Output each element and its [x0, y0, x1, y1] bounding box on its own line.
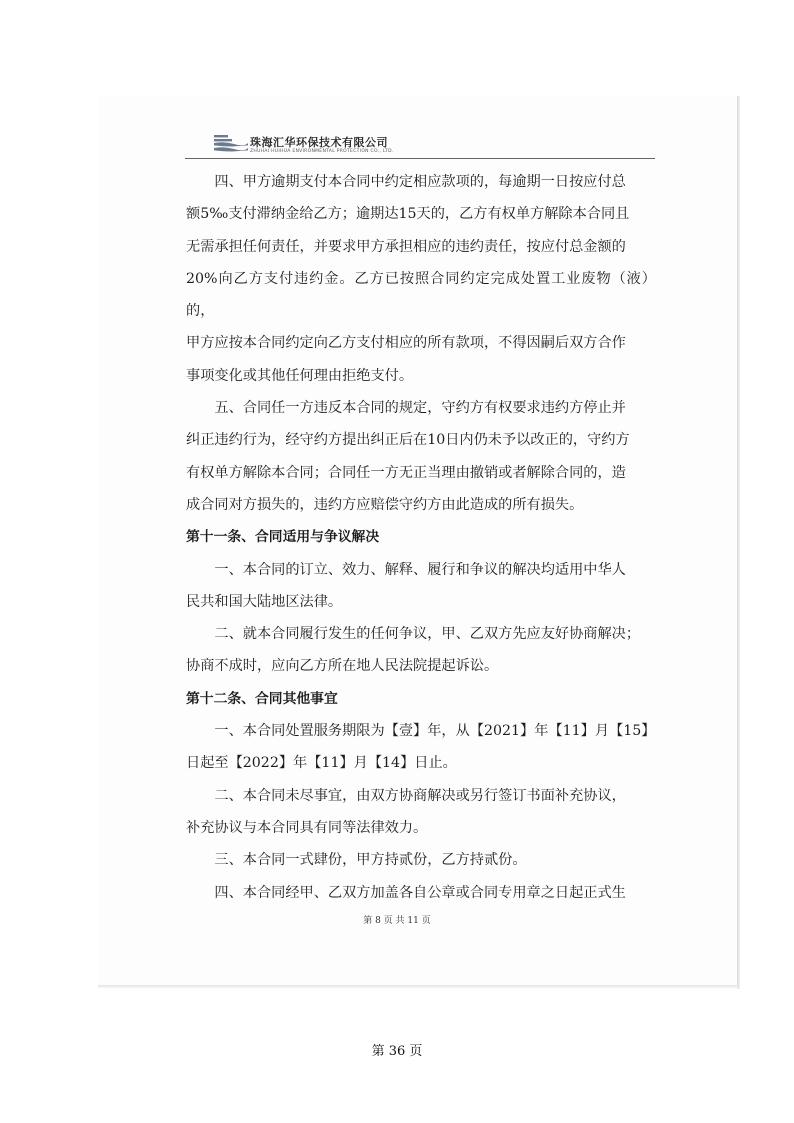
body-line: 民共和国大陆地区法律。 [186, 593, 343, 610]
body-line: 无需承担任何责任，并要求甲方承担相应的违约责任，按应付总金额的 [186, 238, 626, 255]
paragraph-start: 一、本合同的订立、效力、解释、履行和争议的解决均适用中华人 [214, 561, 626, 578]
body-line: 额5‰支付滞纳金给乙方；逾期达15天的，乙方有权单方解除本合同且 [186, 206, 630, 223]
inner-page-number: 第 8 页 共 11 页 [363, 916, 431, 926]
company-logo [212, 133, 248, 155]
paragraph-start: 三、本合同一式肆份，甲方持贰份，乙方持贰份。 [214, 852, 527, 869]
header-divider [185, 158, 655, 159]
page-number: 第 36 页 [371, 1044, 423, 1059]
paragraph-start: 二、就本合同履行发生的任何争议，甲、乙双方先应友好协商解决； [214, 626, 641, 643]
paragraph-start: 一、本合同处置服务期限为【壹】年，从【2021】年【11】月【15】 [214, 723, 656, 740]
body-line: 纠正违约行为，经守约方提出纠正后在10日内仍未予以改正的，守约方 [186, 432, 630, 449]
section-heading: 第十一条、合同适用与争议解决 [186, 529, 380, 546]
paragraph-start: 五、合同任一方违反本合同的规定，守约方有权要求违约方停止并 [214, 400, 626, 417]
body-line: 协商不成时，应向乙方所在地人民法院提起诉讼。 [186, 658, 499, 675]
body-line: 甲方应按本合同约定向乙方支付相应的所有款项，不得因嗣后双方合作 [186, 335, 626, 352]
body-line: 20%向乙方支付违约金。乙方已按照合同约定完成处置工业废物（液）的， [186, 270, 656, 320]
scan-edge [98, 985, 738, 988]
body-line: 事项变化或其他任何理由拒绝支付。 [186, 367, 414, 384]
company-name-cn: 珠海汇华环保技术有限公司 [250, 136, 388, 149]
contract-body [186, 166, 656, 909]
paragraph-start: 四、甲方逾期支付本合同中约定相应款项的，每逾期一日按应付总 [214, 174, 626, 190]
paragraph-start: 四、本合同经甲、乙双方加盖各自公章或合同专用章之日起正式生 [214, 884, 626, 901]
paragraph-start: 二、本合同未尽事宜，由双方协商解决或另行签订书面补充协议， [214, 787, 626, 804]
section-heading: 第十二条、合同其他事宜 [186, 690, 338, 707]
body-line: 有权单方解除本合同；合同任一方无正当理由撤销或者解除合同的，造 [186, 464, 626, 481]
body-line: 补充协议与本合同具有同等法律效力。 [186, 819, 428, 836]
body-line: 日起至【2022】年【11】月【14】日止。 [186, 755, 457, 772]
body-line: 成合同对方损失的，违约方应赔偿守约方由此造成的所有损失。 [186, 496, 584, 513]
company-name-en: ZHUHAI HUIHUA ENVIRONMENTAL PROTECTION CO., LTD. [250, 149, 394, 154]
